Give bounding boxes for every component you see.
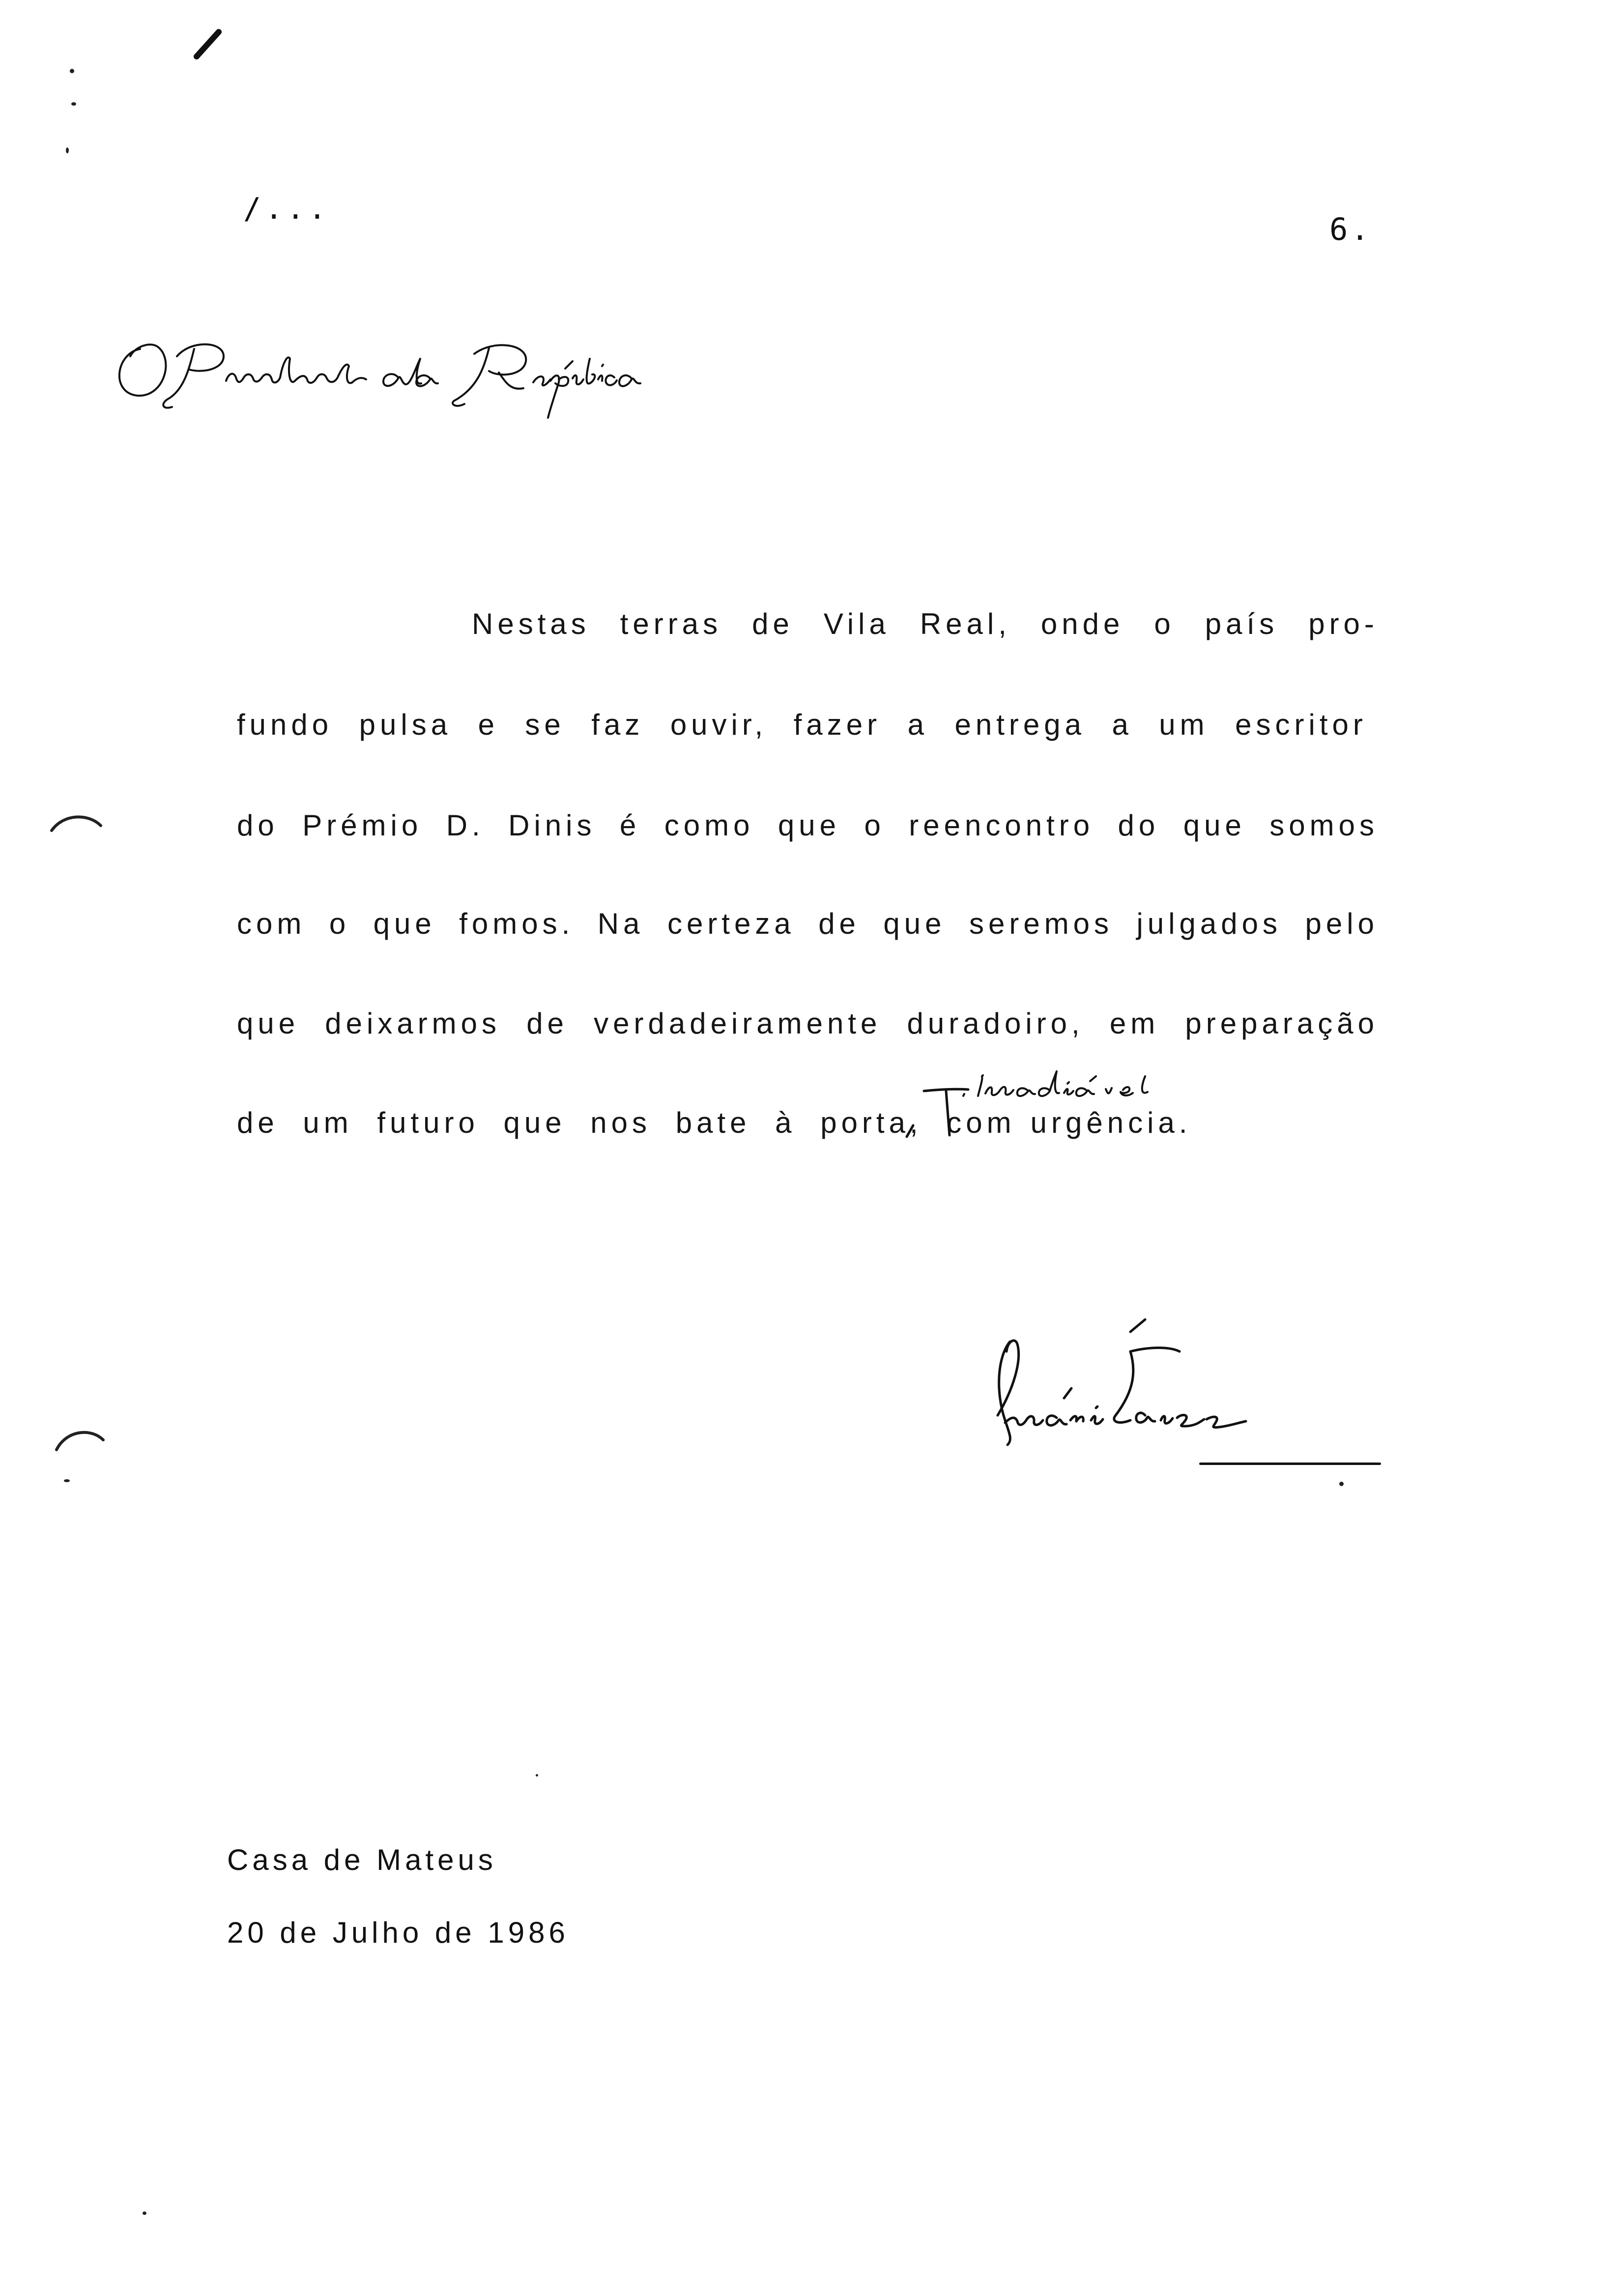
word: o bbox=[329, 907, 350, 940]
word: duradoiro, bbox=[907, 1007, 1084, 1040]
word: com bbox=[237, 907, 306, 940]
word: que bbox=[237, 1007, 300, 1040]
word: certeza bbox=[667, 907, 795, 940]
word: a bbox=[1112, 708, 1133, 741]
word: se bbox=[525, 708, 565, 741]
word: é bbox=[619, 809, 641, 842]
word: país bbox=[1205, 607, 1279, 640]
scan-speck bbox=[70, 69, 74, 73]
word: em bbox=[1109, 1007, 1160, 1040]
word: entrega bbox=[954, 708, 1086, 741]
word: de bbox=[752, 607, 794, 640]
word: Nestas bbox=[472, 607, 590, 640]
word: o bbox=[864, 809, 885, 842]
pen-mark bbox=[189, 25, 229, 64]
word: pro- bbox=[1308, 607, 1379, 640]
letterhead-script bbox=[111, 319, 656, 423]
word: do bbox=[1118, 809, 1160, 842]
body-line-4 bbox=[237, 907, 1379, 941]
word: preparação bbox=[1185, 1007, 1379, 1040]
scan-speck bbox=[66, 147, 69, 153]
punch-hole-arc bbox=[44, 806, 108, 840]
handwritten-insertion bbox=[958, 1062, 1165, 1106]
word: que bbox=[373, 907, 436, 940]
page-number: 6. bbox=[1329, 211, 1372, 247]
word: Real, bbox=[920, 607, 1011, 640]
word: fundo bbox=[237, 708, 333, 741]
word: de bbox=[818, 907, 860, 940]
signature bbox=[983, 1317, 1401, 1479]
word: terras bbox=[620, 607, 722, 640]
body-line-2 bbox=[237, 708, 1367, 742]
word: que bbox=[777, 809, 840, 842]
body-line-6 bbox=[237, 1106, 1191, 1140]
scan-speck bbox=[536, 1774, 538, 1777]
closing-place: Casa de Mateus bbox=[227, 1843, 497, 1876]
word: verdadeiramente bbox=[594, 1007, 882, 1040]
body-line-3 bbox=[237, 808, 1379, 842]
closing-date: 20 de Julho de 1986 bbox=[227, 1916, 569, 1949]
word: D. bbox=[446, 809, 485, 842]
continuation-mark: /... bbox=[243, 192, 330, 226]
word: faz bbox=[591, 708, 644, 741]
word: Vila bbox=[823, 607, 890, 640]
scan-speck bbox=[143, 2211, 146, 2215]
line-text-before-insertion: de um futuro que nos bate à porta, com bbox=[237, 1106, 1016, 1139]
insertion-caret bbox=[904, 1079, 983, 1143]
body-line-5 bbox=[237, 1006, 1379, 1040]
word: pulsa bbox=[359, 708, 452, 741]
punch-hole-arc bbox=[47, 1420, 111, 1460]
word: seremos bbox=[969, 907, 1114, 940]
word: a bbox=[907, 708, 928, 741]
body-line-1 bbox=[472, 607, 1379, 641]
word: um bbox=[1159, 708, 1209, 741]
word: como bbox=[664, 809, 754, 842]
scan-speck bbox=[64, 1479, 70, 1482]
word: que bbox=[1183, 809, 1246, 842]
word: reencontro bbox=[909, 809, 1094, 842]
word: fomos. bbox=[459, 907, 575, 940]
word: de bbox=[526, 1007, 568, 1040]
word: Dinis bbox=[508, 809, 596, 842]
scan-speck bbox=[71, 102, 76, 106]
word: deixarmos bbox=[325, 1007, 501, 1040]
word: que bbox=[883, 907, 946, 940]
word: Prémio bbox=[302, 809, 423, 842]
word: o bbox=[1154, 607, 1175, 640]
word: escritor bbox=[1235, 708, 1367, 741]
word: julgados bbox=[1136, 907, 1282, 940]
word: ouvir, bbox=[670, 708, 768, 741]
word: somos bbox=[1269, 809, 1379, 842]
scan-speck bbox=[1339, 1482, 1344, 1486]
word: do bbox=[237, 809, 279, 842]
word: pelo bbox=[1305, 907, 1379, 940]
signature-underline bbox=[1199, 1463, 1381, 1465]
word: Na bbox=[597, 907, 644, 940]
word: onde bbox=[1040, 607, 1124, 640]
word: e bbox=[478, 708, 499, 741]
line-text-after-insertion: urgência. bbox=[1030, 1106, 1192, 1139]
word: fazer bbox=[793, 708, 882, 741]
